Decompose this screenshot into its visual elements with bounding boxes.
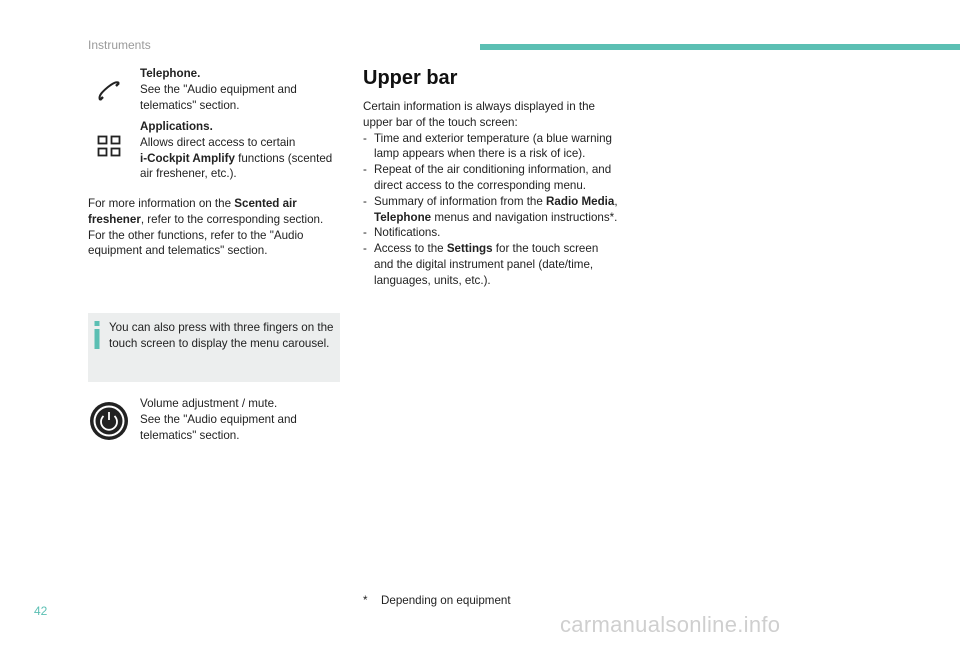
power-knob-icon <box>88 398 130 444</box>
applications-title: Applications. <box>140 120 213 133</box>
telephone-title: Telephone. <box>140 67 201 80</box>
list-item-text: Time and exterior temperature (a blue warning lamp appears when there is a risk of ice). <box>374 131 612 161</box>
header-accent-bar <box>480 44 960 50</box>
list-item-bold: Radio Media <box>546 194 615 208</box>
list-dash: - <box>363 131 367 145</box>
volume-entry <box>88 396 340 443</box>
applications-line2: functions (scented air freshener, etc.). <box>140 151 333 181</box>
para-text-2: , refer to the corresponding section. For the other functions, refer to the "Audio equipment and telematics" section. <box>88 212 324 258</box>
list-dash: - <box>363 242 367 256</box>
list-item <box>363 225 618 241</box>
scented-air-paragraph <box>88 196 340 259</box>
upper-bar-intro: Certain information is always displayed in the upper bar of the touch screen: <box>363 100 595 129</box>
list-item <box>363 194 618 226</box>
list-dash: - <box>363 194 367 208</box>
right-column <box>363 66 618 289</box>
list-item-text: for the touch screen and the digital instrument panel (date/time, languages, units, etc.). <box>374 242 599 287</box>
telephone-text: See the "Audio equipment and telematics" section. <box>140 82 297 112</box>
left-column <box>88 66 340 259</box>
list-item-bold: Telephone <box>374 210 432 224</box>
phone-icon <box>88 70 130 112</box>
list-dash: - <box>363 163 367 177</box>
list-item-text: Repeat of the air conditioning information, and direct access to the corresponding menu. <box>374 163 612 192</box>
para-text-1: For more information on the <box>88 197 235 210</box>
list-item-bold: Settings <box>446 242 493 256</box>
footnote-text: Depending on equipment <box>381 594 511 607</box>
applications-bold: i-Cockpit Amplify <box>140 151 235 165</box>
footnote <box>363 594 511 607</box>
section-header: Instruments <box>88 38 151 52</box>
list-item-text: Notifications. <box>374 226 441 240</box>
applications-entry <box>88 119 340 189</box>
list-dash: - <box>363 226 367 240</box>
applications-line1: Allows direct access to certain <box>140 135 296 149</box>
list-item <box>363 131 618 163</box>
volume-text-1: Volume adjustment / mute. <box>140 397 278 410</box>
list-item-text: , <box>614 194 618 208</box>
info-icon <box>94 321 100 351</box>
list-item <box>363 162 618 194</box>
para-bold-1: Scented air freshener <box>88 197 297 226</box>
list-item-text: menus and navigation instructions*. <box>431 210 618 224</box>
info-note-text: You can also press with three fingers on the touch screen to display the menu carousel. <box>109 321 334 350</box>
applications-text <box>140 135 340 182</box>
telephone-entry <box>88 66 340 118</box>
section-title: Upper bar <box>363 67 458 89</box>
list-item-text: Summary of information from the <box>374 194 547 208</box>
apps-grid-icon <box>88 125 130 167</box>
info-note <box>88 313 340 382</box>
volume-text-2: See the "Audio equipment and telematics" section. <box>140 412 297 442</box>
footnote-star: * <box>363 594 368 607</box>
watermark: carmanualsonline.info <box>560 612 781 637</box>
list-item <box>363 241 618 288</box>
list-item-text: Access to the <box>374 242 447 256</box>
page-number: 42 <box>34 604 48 618</box>
